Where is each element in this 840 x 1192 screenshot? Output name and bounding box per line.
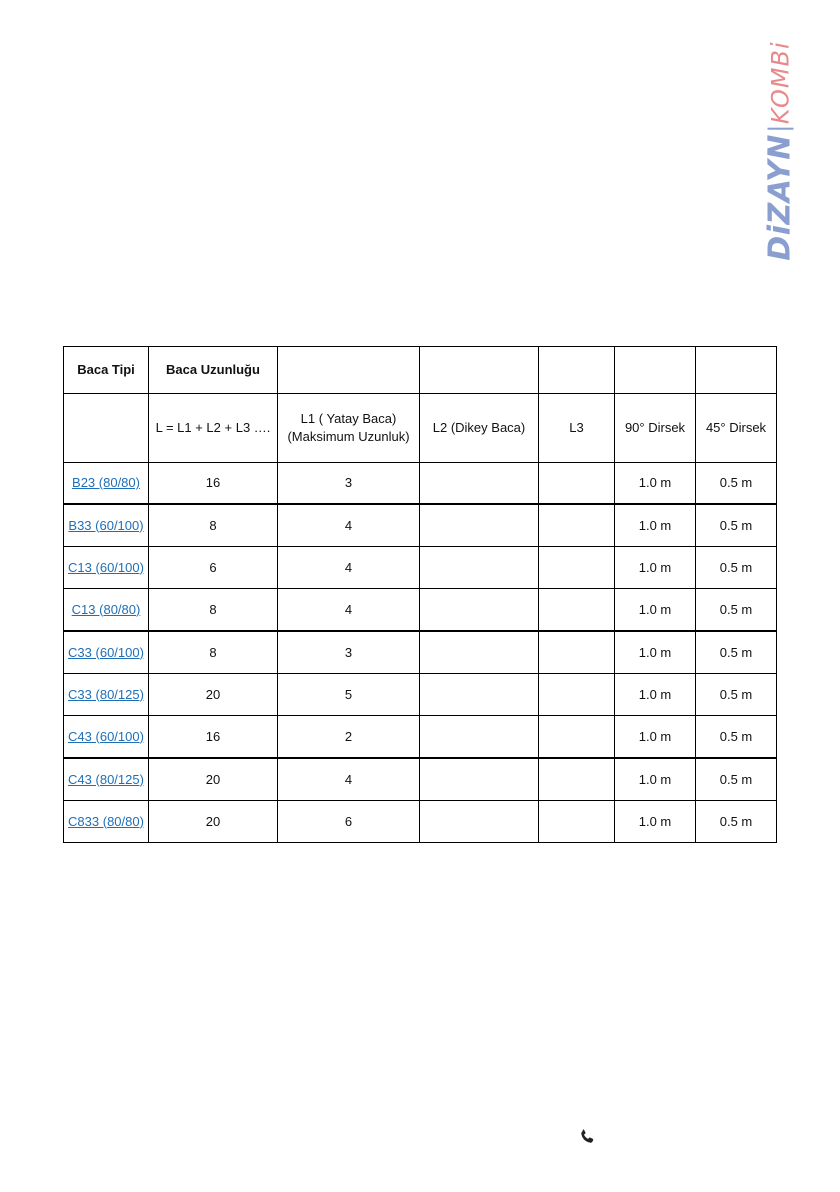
cell-elbow45: 0.5 m — [696, 801, 777, 843]
cell-l1: 4 — [278, 589, 420, 632]
cell-l3 — [539, 547, 615, 589]
cell-elbow90: 1.0 m — [615, 631, 696, 674]
cell-length: 16 — [149, 463, 278, 505]
header-empty — [539, 347, 615, 394]
flue-spec-table — [63, 346, 777, 843]
table-row — [64, 463, 777, 505]
flue-type-link[interactable]: C43 (60/100) — [68, 728, 144, 744]
table-subheader-row — [64, 394, 777, 463]
cell-elbow45: 0.5 m — [696, 504, 777, 547]
cell-l3 — [539, 631, 615, 674]
cell-elbow45: 0.5 m — [696, 716, 777, 759]
subheader-l1: L1 ( Yatay Baca) (Maksimum Uzunluk) — [278, 394, 420, 463]
cell-length: 20 — [149, 674, 278, 716]
cell-l1: 2 — [278, 716, 420, 759]
table-row — [64, 801, 777, 843]
cell-l3 — [539, 674, 615, 716]
cell-l1: 4 — [278, 547, 420, 589]
flue-type-link[interactable]: B33 (60/100) — [68, 517, 144, 533]
flue-type-link[interactable]: C13 (80/80) — [71, 601, 141, 617]
flue-type-link[interactable]: B23 (80/80) — [72, 475, 140, 490]
cell-elbow90: 1.0 m — [615, 547, 696, 589]
header-baca-uzunlugu: Baca Uzunluğu — [149, 347, 278, 394]
subheader-formula: L = L1 + L2 + L3 …. — [149, 394, 278, 463]
table-row — [64, 758, 777, 801]
flue-type-link[interactable]: C833 (80/80) — [68, 813, 144, 829]
subheader-l3: L3 — [539, 394, 615, 463]
cell-length: 16 — [149, 716, 278, 759]
header-empty — [278, 347, 420, 394]
phone-icon — [578, 1127, 596, 1147]
cell-elbow45: 0.5 m — [696, 758, 777, 801]
header-empty — [615, 347, 696, 394]
flue-type-link[interactable]: C13 (60/100) — [68, 559, 144, 575]
cell-elbow90: 1.0 m — [615, 758, 696, 801]
table-row — [64, 589, 777, 632]
cell-l1: 3 — [278, 631, 420, 674]
cell-length: 20 — [149, 801, 278, 843]
cell-l2 — [420, 758, 539, 801]
cell-elbow90: 1.0 m — [615, 504, 696, 547]
header-baca-tipi: Baca Tipi — [64, 347, 149, 394]
flue-type-link[interactable]: C43 (80/125) — [68, 771, 144, 787]
cell-l2 — [420, 631, 539, 674]
cell-l2 — [420, 547, 539, 589]
cell-l2 — [420, 716, 539, 759]
subheader-elbow45: 45° Dirsek — [696, 394, 777, 463]
cell-length: 20 — [149, 758, 278, 801]
cell-elbow90: 1.0 m — [615, 716, 696, 759]
brand-logo — [762, 36, 798, 266]
cell-l3 — [539, 758, 615, 801]
cell-elbow45: 0.5 m — [696, 674, 777, 716]
table-row — [64, 547, 777, 589]
cell-l3 — [539, 716, 615, 759]
flue-type-link[interactable]: C33 (60/100) — [68, 644, 144, 660]
cell-length: 6 — [149, 547, 278, 589]
cell-l1: 4 — [278, 758, 420, 801]
cell-l2 — [420, 801, 539, 843]
cell-elbow45: 0.5 m — [696, 463, 777, 505]
cell-l3 — [539, 801, 615, 843]
subheader-elbow90: 90° Dirsek — [615, 394, 696, 463]
cell-length: 8 — [149, 589, 278, 632]
cell-elbow90: 1.0 m — [615, 801, 696, 843]
cell-elbow45: 0.5 m — [696, 589, 777, 632]
cell-l3 — [539, 589, 615, 632]
cell-length: 8 — [149, 631, 278, 674]
cell-elbow90: 1.0 m — [615, 463, 696, 505]
cell-l2 — [420, 463, 539, 505]
table-row — [64, 674, 777, 716]
cell-elbow45: 0.5 m — [696, 631, 777, 674]
cell-l1: 3 — [278, 463, 420, 505]
cell-l2 — [420, 589, 539, 632]
cell-l2 — [420, 674, 539, 716]
logo-separator — [767, 128, 793, 130]
cell-elbow45: 0.5 m — [696, 547, 777, 589]
header-empty — [696, 347, 777, 394]
table-row — [64, 631, 777, 674]
table-row — [64, 716, 777, 759]
cell-l3 — [539, 463, 615, 505]
cell-l1: 6 — [278, 801, 420, 843]
cell-length: 8 — [149, 504, 278, 547]
cell-l3 — [539, 504, 615, 547]
logo-suffix-text: KOMBi — [766, 41, 794, 125]
cell-l1: 5 — [278, 674, 420, 716]
cell-elbow90: 1.0 m — [615, 589, 696, 632]
header-empty — [420, 347, 539, 394]
table-header-row — [64, 347, 777, 394]
subheader-empty — [64, 394, 149, 463]
subheader-l2: L2 (Dikey Baca) — [420, 394, 539, 463]
flue-type-link[interactable]: C33 (80/125) — [68, 686, 144, 702]
cell-l2 — [420, 504, 539, 547]
logo-brand-text: DiZAYN — [762, 134, 798, 261]
cell-l1: 4 — [278, 504, 420, 547]
table-row — [64, 504, 777, 547]
cell-elbow90: 1.0 m — [615, 674, 696, 716]
